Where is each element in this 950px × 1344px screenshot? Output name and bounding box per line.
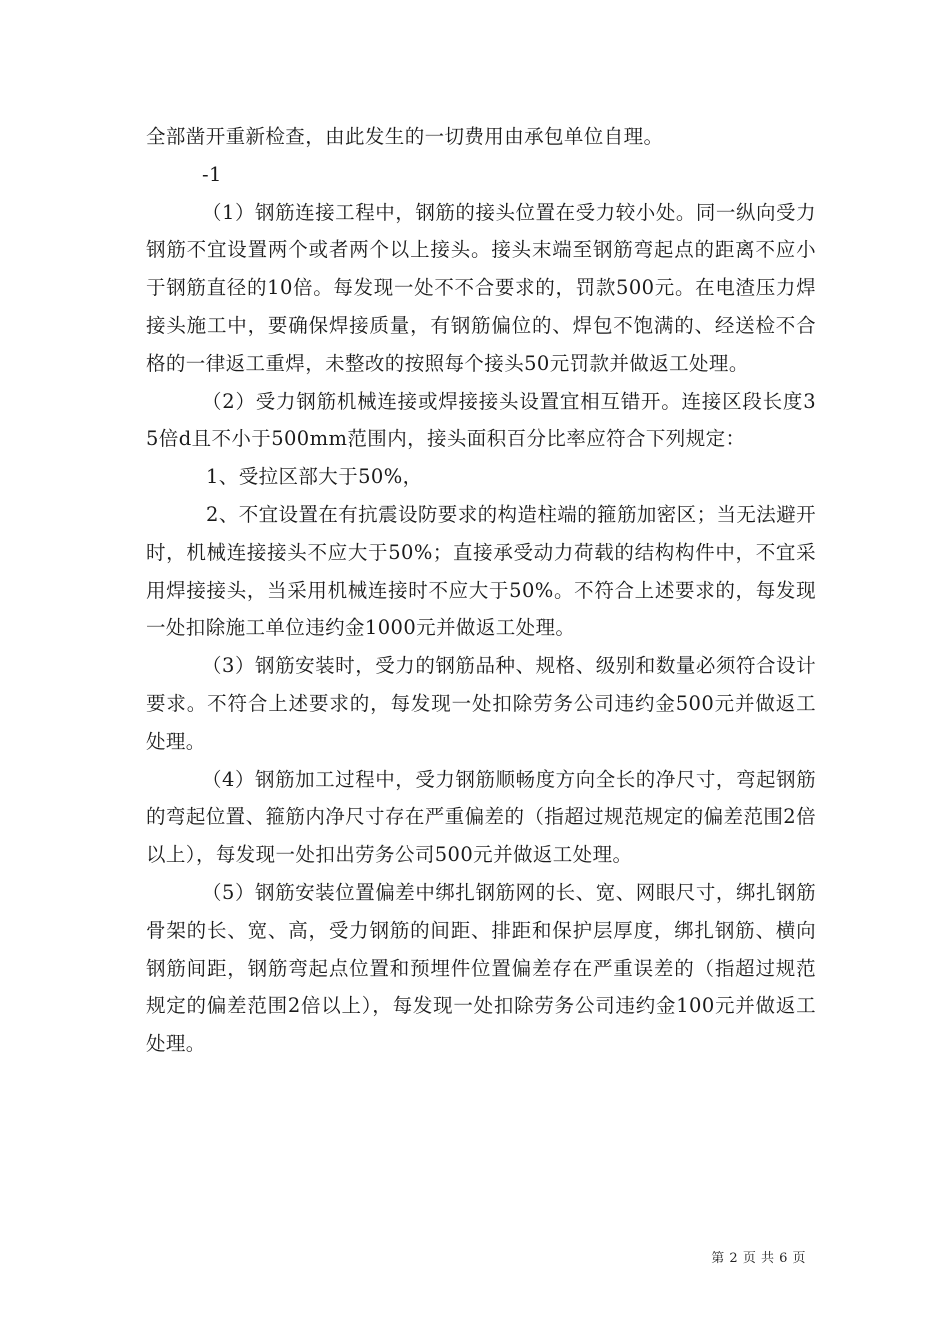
paragraph-item-3: （3）钢筋安装时，受力的钢筋品种、规格、级别和数量必须符合设计要求。不符合上述要求的，每发现一处扣除劳务公司违约金500元并做返工处理。 <box>146 654 816 753</box>
paragraph-continuation: 全部凿开重新检查，由此发生的一切费用由承包单位自理。 <box>146 125 664 148</box>
paragraph-subitem-1: 1、受拉区部大于50%， <box>206 465 423 489</box>
paragraph-subitem-2: 2、不宜设置在有抗震设防要求的构造柱端的箍筋加密区；当无法避开时，机械连接接头不应大于50%；直接承受动力荷载的结构构件中，不宜采用焊接接头，当采用机械连接时不应大于50%。不符合上述要求的，每发现一处扣除施工单位违约金1000元并做返工处理。 <box>146 502 816 640</box>
page-number-footer: 第 2 页 共 6 页 <box>711 1251 806 1266</box>
paragraph-section-marker: -1 <box>202 162 222 186</box>
paragraph-item-4: （4）钢筋加工过程中，受力钢筋顺畅度方向全长的净尺寸，弯起钢筋的弯起位置、箍筋内净尺寸存在严重偏差的（指超过规范规定的偏差范围2倍以上），每发现一处扣出劳务公司500元并做返工处理。 <box>146 767 816 867</box>
paragraph-item-2: （2）受力钢筋机械连接或焊接接头设置宜相互错开。连接区段长度35倍d且不小于500mm范围内，接头面积百分比率应符合下列规定： <box>146 389 816 451</box>
document-body <box>146 118 816 1063</box>
paragraph-item-5: （5）钢筋安装位置偏差中绑扎钢筋网的长、宽、网眼尺寸，绑扎钢筋骨架的长、宽、高，受力钢筋的间距、排距和保护层厚度，绑扎钢筋、横向钢筋间距，钢筋弯起点位置和预埋件位置偏差存在严重误差的（指超过规范规定的偏差范围2倍以上），每发现一处扣除劳务公司违约金100元并做返工处理。 <box>146 880 816 1056</box>
paragraph-item-1: （1）钢筋连接工程中，钢筋的接头位置在受力较小处。同一纵向受力钢筋不宜设置两个或者两个以上接头。接头末端至钢筋弯起点的距离不应小于钢筋直径的10倍。每发现一处不不合要求的，罚款500元。在电渣压力焊接头施工中，要确保焊接质量，有钢筋偏位的、焊包不饱满的、经送检不合格的一律返工重焊，未整改的按照每个接头50元罚款并做返工处理。 <box>146 200 816 375</box>
